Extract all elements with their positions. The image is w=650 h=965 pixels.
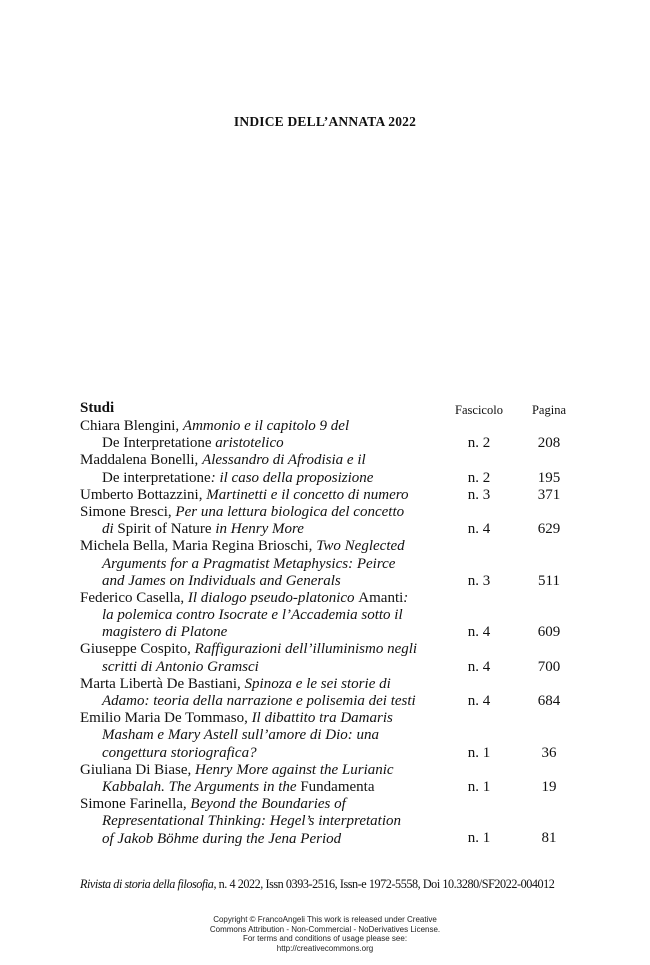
- toc-entry: [80, 762, 580, 796]
- text-segment: Raffigurazioni dell’illuminismo negli: [194, 641, 418, 658]
- entry-list: [80, 418, 580, 848]
- entry-line: [80, 831, 462, 848]
- text-segment: Henry More against the Lurianic: [194, 761, 394, 778]
- entry-pagina: 371: [537, 486, 561, 503]
- entry-line: [80, 573, 462, 590]
- text-segment: De interpretatione: [102, 469, 211, 486]
- entry-line: [80, 659, 462, 676]
- section-heading: Studi: [80, 400, 115, 416]
- text-segment: magistero di Platone: [102, 624, 228, 641]
- entry-pagina: 195: [537, 469, 561, 486]
- text-segment: Representational Thinking: Hegel’s interpretation: [102, 813, 401, 830]
- column-header-fascicolo: Fascicolo: [455, 403, 503, 417]
- text-segment: , n. 4 2022, Issn 0393-2516, Issn-e 1972-5558, Doi 10.3280/SF2022-004012: [213, 877, 555, 891]
- entry-line: [80, 504, 440, 521]
- entry-pagina: 208: [537, 435, 561, 452]
- toc-entry: [80, 676, 580, 710]
- entry-fascicolo: n. 4: [467, 692, 491, 709]
- entry-fascicolo: n. 2: [467, 469, 491, 486]
- text-segment: De Interpretatione: [102, 435, 216, 452]
- text-segment: Simone Farinella,: [80, 796, 191, 813]
- text-segment: : il caso della proposizione: [210, 469, 374, 486]
- section-header: [80, 400, 580, 418]
- text-segment: di: [102, 521, 118, 538]
- toc-entry: [80, 452, 580, 486]
- entry-line: [80, 452, 440, 469]
- copyright-line: Copyright © FrancoAngeli This work is released under Creative: [213, 915, 437, 924]
- entry-pagina: 609: [537, 624, 561, 641]
- entry-line: [80, 813, 462, 830]
- entry-line: [80, 745, 462, 762]
- entry-line: [80, 710, 440, 727]
- text-segment: scritti di Antonio Gramsci: [102, 658, 259, 675]
- entry-line: [80, 624, 462, 641]
- toc-entry: [80, 504, 580, 538]
- entry-pagina: 700: [537, 658, 561, 675]
- entry-line: [80, 418, 440, 435]
- text-segment: Fundamenta: [300, 778, 375, 795]
- page-title: INDICE DELL’ANNATA 2022: [233, 114, 417, 129]
- copyright-line: For terms and conditions of usage please see:: [242, 934, 408, 944]
- text-segment: Adamo: teoria della narrazione e polisemia dei testi: [102, 693, 416, 709]
- toc-entry: [80, 710, 580, 762]
- text-segment: Umberto Bottazzini,: [80, 486, 207, 503]
- text-segment: Kabbalah. The Arguments in the: [102, 778, 301, 795]
- text-segment: Marta Libertà De Bastiani,: [80, 675, 245, 692]
- entry-pagina: 36: [541, 744, 557, 761]
- entry-line: [80, 693, 462, 710]
- text-segment: Giuseppe Cospito,: [80, 641, 195, 658]
- text-segment: in Henry More: [211, 521, 304, 538]
- entry-pagina: 81: [541, 830, 557, 847]
- text-segment: Simone Bresci,: [80, 503, 176, 520]
- copyright-notice: [0, 915, 650, 953]
- entry-fascicolo: n. 3: [467, 486, 491, 503]
- text-segment: Ammonio e il capitolo 9 del: [182, 418, 350, 434]
- entry-line: [80, 487, 440, 504]
- text-segment: aristotelico: [215, 435, 284, 452]
- entry-line: [80, 607, 462, 624]
- entry-pagina: 684: [537, 692, 561, 709]
- entry-line: [80, 779, 462, 796]
- entry-line: [80, 796, 440, 813]
- text-segment: Chiara Blengini,: [80, 418, 183, 434]
- text-segment: Michela Bella, Maria Regina Brioschi,: [80, 538, 317, 555]
- text-segment: Maddalena Bonelli,: [80, 452, 203, 469]
- toc-entry: [80, 796, 580, 848]
- entry-pagina: 629: [537, 521, 561, 538]
- entry-line: [80, 590, 440, 607]
- entry-line: [80, 538, 440, 555]
- journal-citation: [80, 877, 600, 892]
- entry-line: [80, 641, 440, 658]
- text-segment: Masham e Mary Astell sull’amore di Dio: una: [102, 727, 380, 744]
- text-segment: Arguments for a Pragmatist Metaphysics: Peirce: [102, 555, 396, 572]
- table-of-contents: [80, 400, 580, 848]
- entry-fascicolo: n. 4: [467, 521, 491, 538]
- text-segment: Rivista di storia della filosofia: [80, 877, 214, 891]
- text-segment: Emilio Maria De Tommaso,: [80, 710, 252, 727]
- toc-entry: [80, 538, 580, 590]
- toc-entry: [80, 641, 580, 675]
- entry-pagina: 19: [541, 778, 557, 795]
- entry-fascicolo: n. 2: [467, 435, 491, 452]
- entry-line: [80, 521, 462, 538]
- text-segment: Alessandro di Afrodisia e il: [202, 452, 366, 469]
- entry-fascicolo: n. 4: [467, 624, 491, 641]
- text-segment: Beyond the Boundaries of: [190, 796, 346, 813]
- entry-line: [80, 470, 462, 487]
- entry-fascicolo: n. 3: [467, 572, 491, 589]
- text-segment: Two Neglected: [316, 538, 405, 555]
- entry-line: [80, 556, 462, 573]
- toc-entry: [80, 590, 580, 642]
- copyright-line: Commons Attribution - Non-Commercial - NoDerivatives License.: [209, 924, 441, 934]
- text-segment: Per una lettura biologica del concetto: [175, 503, 405, 520]
- column-header-pagina: Pagina: [531, 403, 567, 417]
- toc-entry: [80, 418, 580, 452]
- text-segment: Il dibattito tra Damaris: [251, 710, 393, 727]
- text-segment: :: [403, 589, 409, 606]
- entry-line: [80, 727, 462, 744]
- entry-line: [80, 676, 440, 693]
- text-segment: Il dialogo pseudo-platonico: [187, 589, 359, 606]
- text-segment: la polemica contro Isocrate e l’Accademia sotto il: [102, 607, 403, 624]
- text-segment: congettura storiografica?: [102, 744, 257, 761]
- toc-entry: [80, 487, 580, 504]
- text-segment: Spirit of Nature: [117, 521, 212, 538]
- entry-line: [80, 762, 440, 779]
- entry-fascicolo: n. 1: [467, 778, 491, 795]
- text-segment: Spinoza e le sei storie di: [244, 675, 391, 692]
- entry-line: [80, 435, 462, 452]
- entry-fascicolo: n. 4: [467, 658, 491, 675]
- entry-pagina: 511: [538, 572, 560, 589]
- entry-fascicolo: n. 1: [467, 830, 491, 847]
- copyright-line: http://creativecommons.org: [276, 943, 374, 953]
- text-segment: Federico Casella,: [80, 589, 188, 606]
- text-segment: Martinetti e il concetto di numero: [206, 486, 409, 503]
- text-segment: of Jakob Böhme during the Jena Period: [102, 830, 342, 847]
- text-segment: Giuliana Di Biase,: [80, 761, 195, 778]
- text-segment: Amanti: [358, 589, 404, 606]
- text-segment: and James on Individuals and Generals: [102, 572, 341, 589]
- entry-fascicolo: n. 1: [467, 744, 491, 761]
